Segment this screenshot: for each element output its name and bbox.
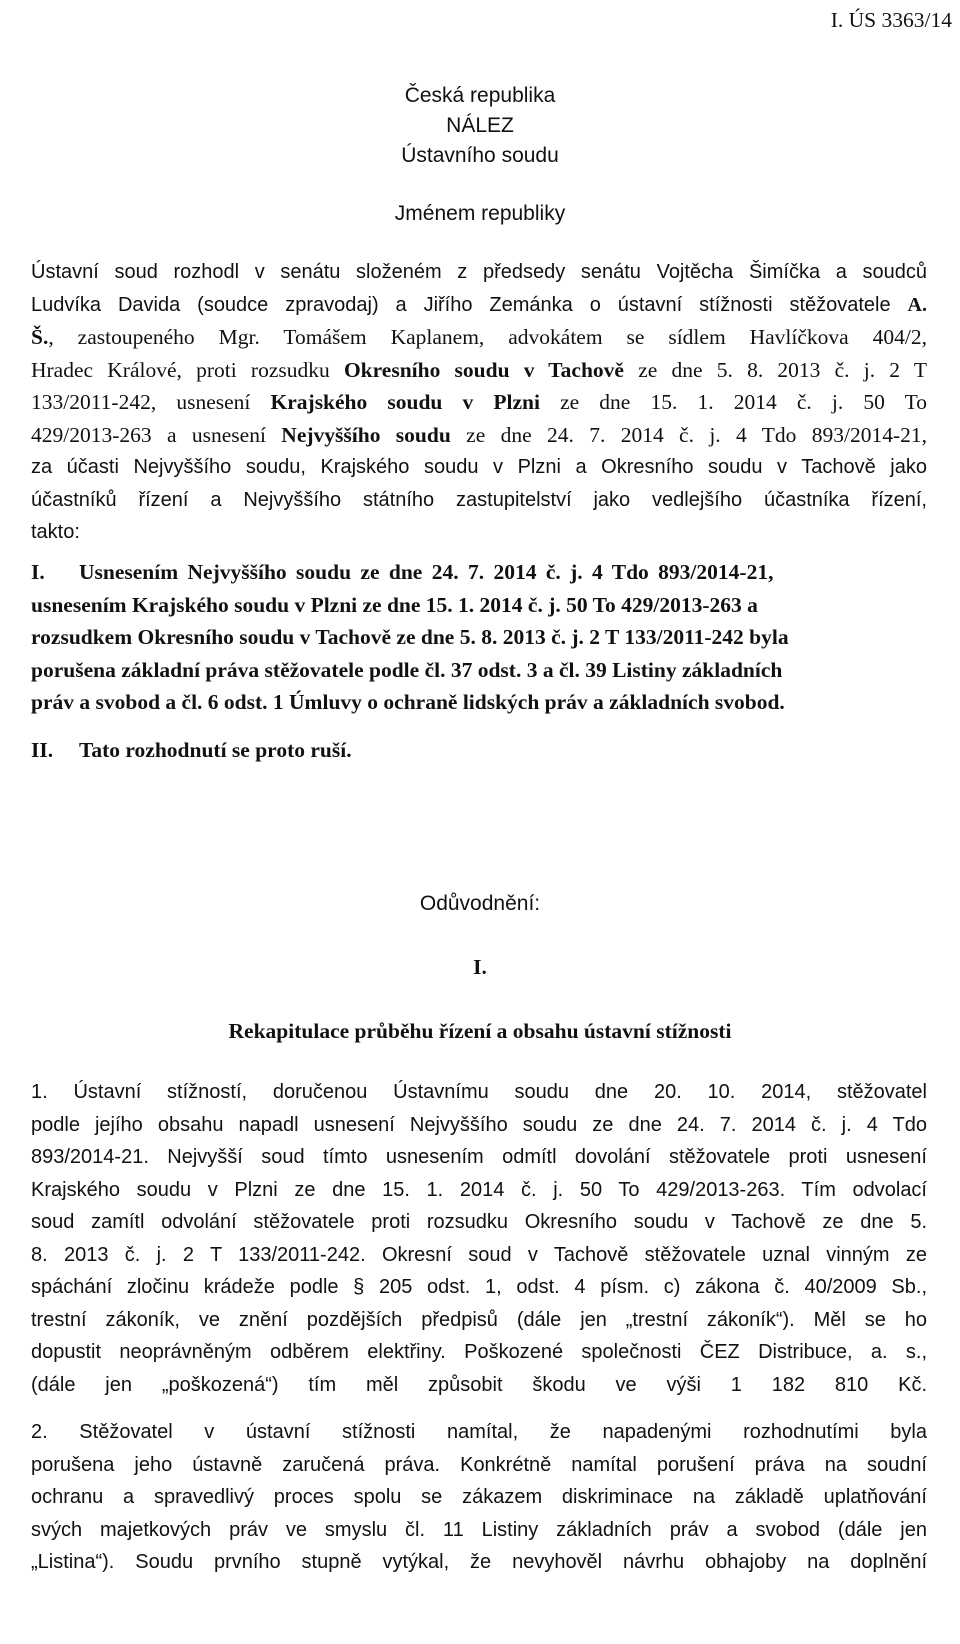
reasoning-part-number: I. — [473, 955, 487, 979]
intro-line: účastníků řízení a Nejvyššího státního zastupitelství jako vedlejšího účastníka řízení, — [31, 488, 927, 511]
intro-line: 133/2011-242, usnesení Krajského soudu v Plzni ze dne 15. 1. 2014 č. j. 50 To — [31, 390, 927, 414]
header-in-name: Jménem republiky — [394, 202, 566, 225]
paragraph-line: „Listina“). Soudu prvního stupně vytýkal, že nevyhověl návrhu obhajoby na doplnění — [31, 1551, 927, 1573]
paragraph-line: 1. Ústavní stížností, doručenou Ústavnímu soudu dne 20. 10. 2014, stěžovatel — [31, 1081, 927, 1103]
verdict-point-1 — [31, 556, 927, 719]
paragraph-line: 893/2014-21. Nejvyšší soud tímto usnesením odmítl dovolání stěžovatele proti usnesení — [31, 1146, 927, 1168]
intro-line: za účasti Nejvyššího soudu, Krajského soudu v Plzni a Okresního soudu v Tachově jako — [31, 456, 927, 478]
paragraph-2 — [31, 1416, 927, 1579]
header-doc-type: NÁLEZ — [446, 114, 514, 137]
header-court: Ústavního soudu — [401, 144, 559, 167]
paragraph-line: soud zamítl odvolání stěžovatele proti rozsudku Okresního soudu v Tachově ze dne 5. — [31, 1211, 927, 1233]
verdict-point-2 — [31, 734, 927, 766]
paragraph-line: ochranu a spravedlivý proces spolu se zákazem diskriminace na základě uplatňování — [31, 1486, 927, 1508]
reasoning-section-title: Rekapitulace průběhu řízení a obsahu ústavní stížnosti — [228, 1019, 732, 1043]
verdict-line: Tato rozhodnutí se proto ruší. — [79, 738, 352, 762]
paragraph-line: Krajského soudu v Plzni ze dne 15. 1. 2014 č. j. 50 To 429/2013-263. Tím odvolací — [31, 1178, 927, 1201]
intro-line: 429/2013-263 a usnesení Nejvyššího soudu ze dne 24. 7. 2014 č. j. 4 Tdo 893/2014-21, — [31, 422, 928, 447]
verdict-line: Usnesením Nejvyššího soudu ze dne 24. 7. 2014 č. j. 4 Tdo 893/2014-21, — [79, 560, 774, 584]
intro-line: takto: — [31, 521, 80, 543]
verdict-number: II. — [31, 738, 54, 762]
header-country: Česká republika — [404, 84, 556, 107]
verdict-line: porušena základní práva stěžovatele podle čl. 37 odst. 3 a čl. 39 Listiny základních — [31, 657, 783, 682]
paragraph-line: 8. 2013 č. j. 2 T 133/2011-242. Okresní soud v Tachově stěžovatele uznal vinným ze — [31, 1243, 927, 1266]
paragraph-line: trestní zákoník, ve znění pozdějších předpisů (dále jen „trestní zákoník“). Měl se ho — [31, 1308, 927, 1331]
paragraph-line: (dále jen „poškozená“) tím měl způsobit škodu ve výši 1 182 810 Kč. — [31, 1373, 927, 1396]
paragraph-line: 2. Stěžovatel v ústavní stížnosti namítal, že napadenými rozhodnutími byla — [31, 1421, 927, 1443]
verdict-line: práv a svobod a čl. 6 odst. 1 Úmluvy o ochraně lidských práv a základních svobod. — [31, 690, 785, 714]
verdict-number: I. — [31, 560, 45, 584]
verdict-line: rozsudkem Okresního soudu v Tachově ze dne 5. 8. 2013 č. j. 2 T 133/2011-242 byla — [31, 625, 789, 649]
intro-line: Š., zastoupeného Mgr. Tomášem Kaplanem, advokátem se sídlem Havlíčkova 404/2, — [31, 325, 927, 349]
paragraph-1 — [31, 1076, 927, 1401]
intro-line: Ludvíka Davida (soudce zpravodaj) a Jiřího Zemánka o ústavní stížnosti stěžovatele A. — [31, 293, 927, 316]
intro-line: Ústavní soud rozhodl v senátu složeném z předsedy senátu Vojtěcha Šimíčka a soudců — [31, 261, 927, 283]
paragraph-line: podle jejího obsahu napadl usnesení Nejvyššího soudu ze dne 24. 7. 2014 č. j. 4 Tdo — [31, 1113, 927, 1136]
paragraph-line: spáchání zločinu krádeže podle § 205 odst. 1, odst. 4 písm. c) zákona č. 40/2009 Sb., — [31, 1276, 927, 1298]
intro-paragraph — [31, 256, 927, 549]
paragraph-line: dopustit neoprávněným odběrem elektřiny. Poškozené společnosti ČEZ Distribuce, a. s., — [31, 1341, 927, 1363]
paragraph-line: porušena jeho ústavně zaručená práva. Konkrétně namítal porušení práva na soudní — [31, 1453, 927, 1476]
paragraph-line: svých majetkových práv ve smyslu čl. 11 Listiny základních práv a svobod (dále jen — [31, 1518, 927, 1541]
intro-line: Hradec Králové, proti rozsudku Okresního soudu v Tachově ze dne 5. 8. 2013 č. j. 2 T — [31, 357, 927, 382]
case-reference: I. ÚS 3363/14 — [830, 8, 952, 32]
reasoning-heading: Odůvodnění: — [419, 892, 541, 915]
verdict-line: usnesením Krajského soudu v Plzni ze dne 15. 1. 2014 č. j. 50 To 429/2013-263 a — [31, 592, 758, 617]
